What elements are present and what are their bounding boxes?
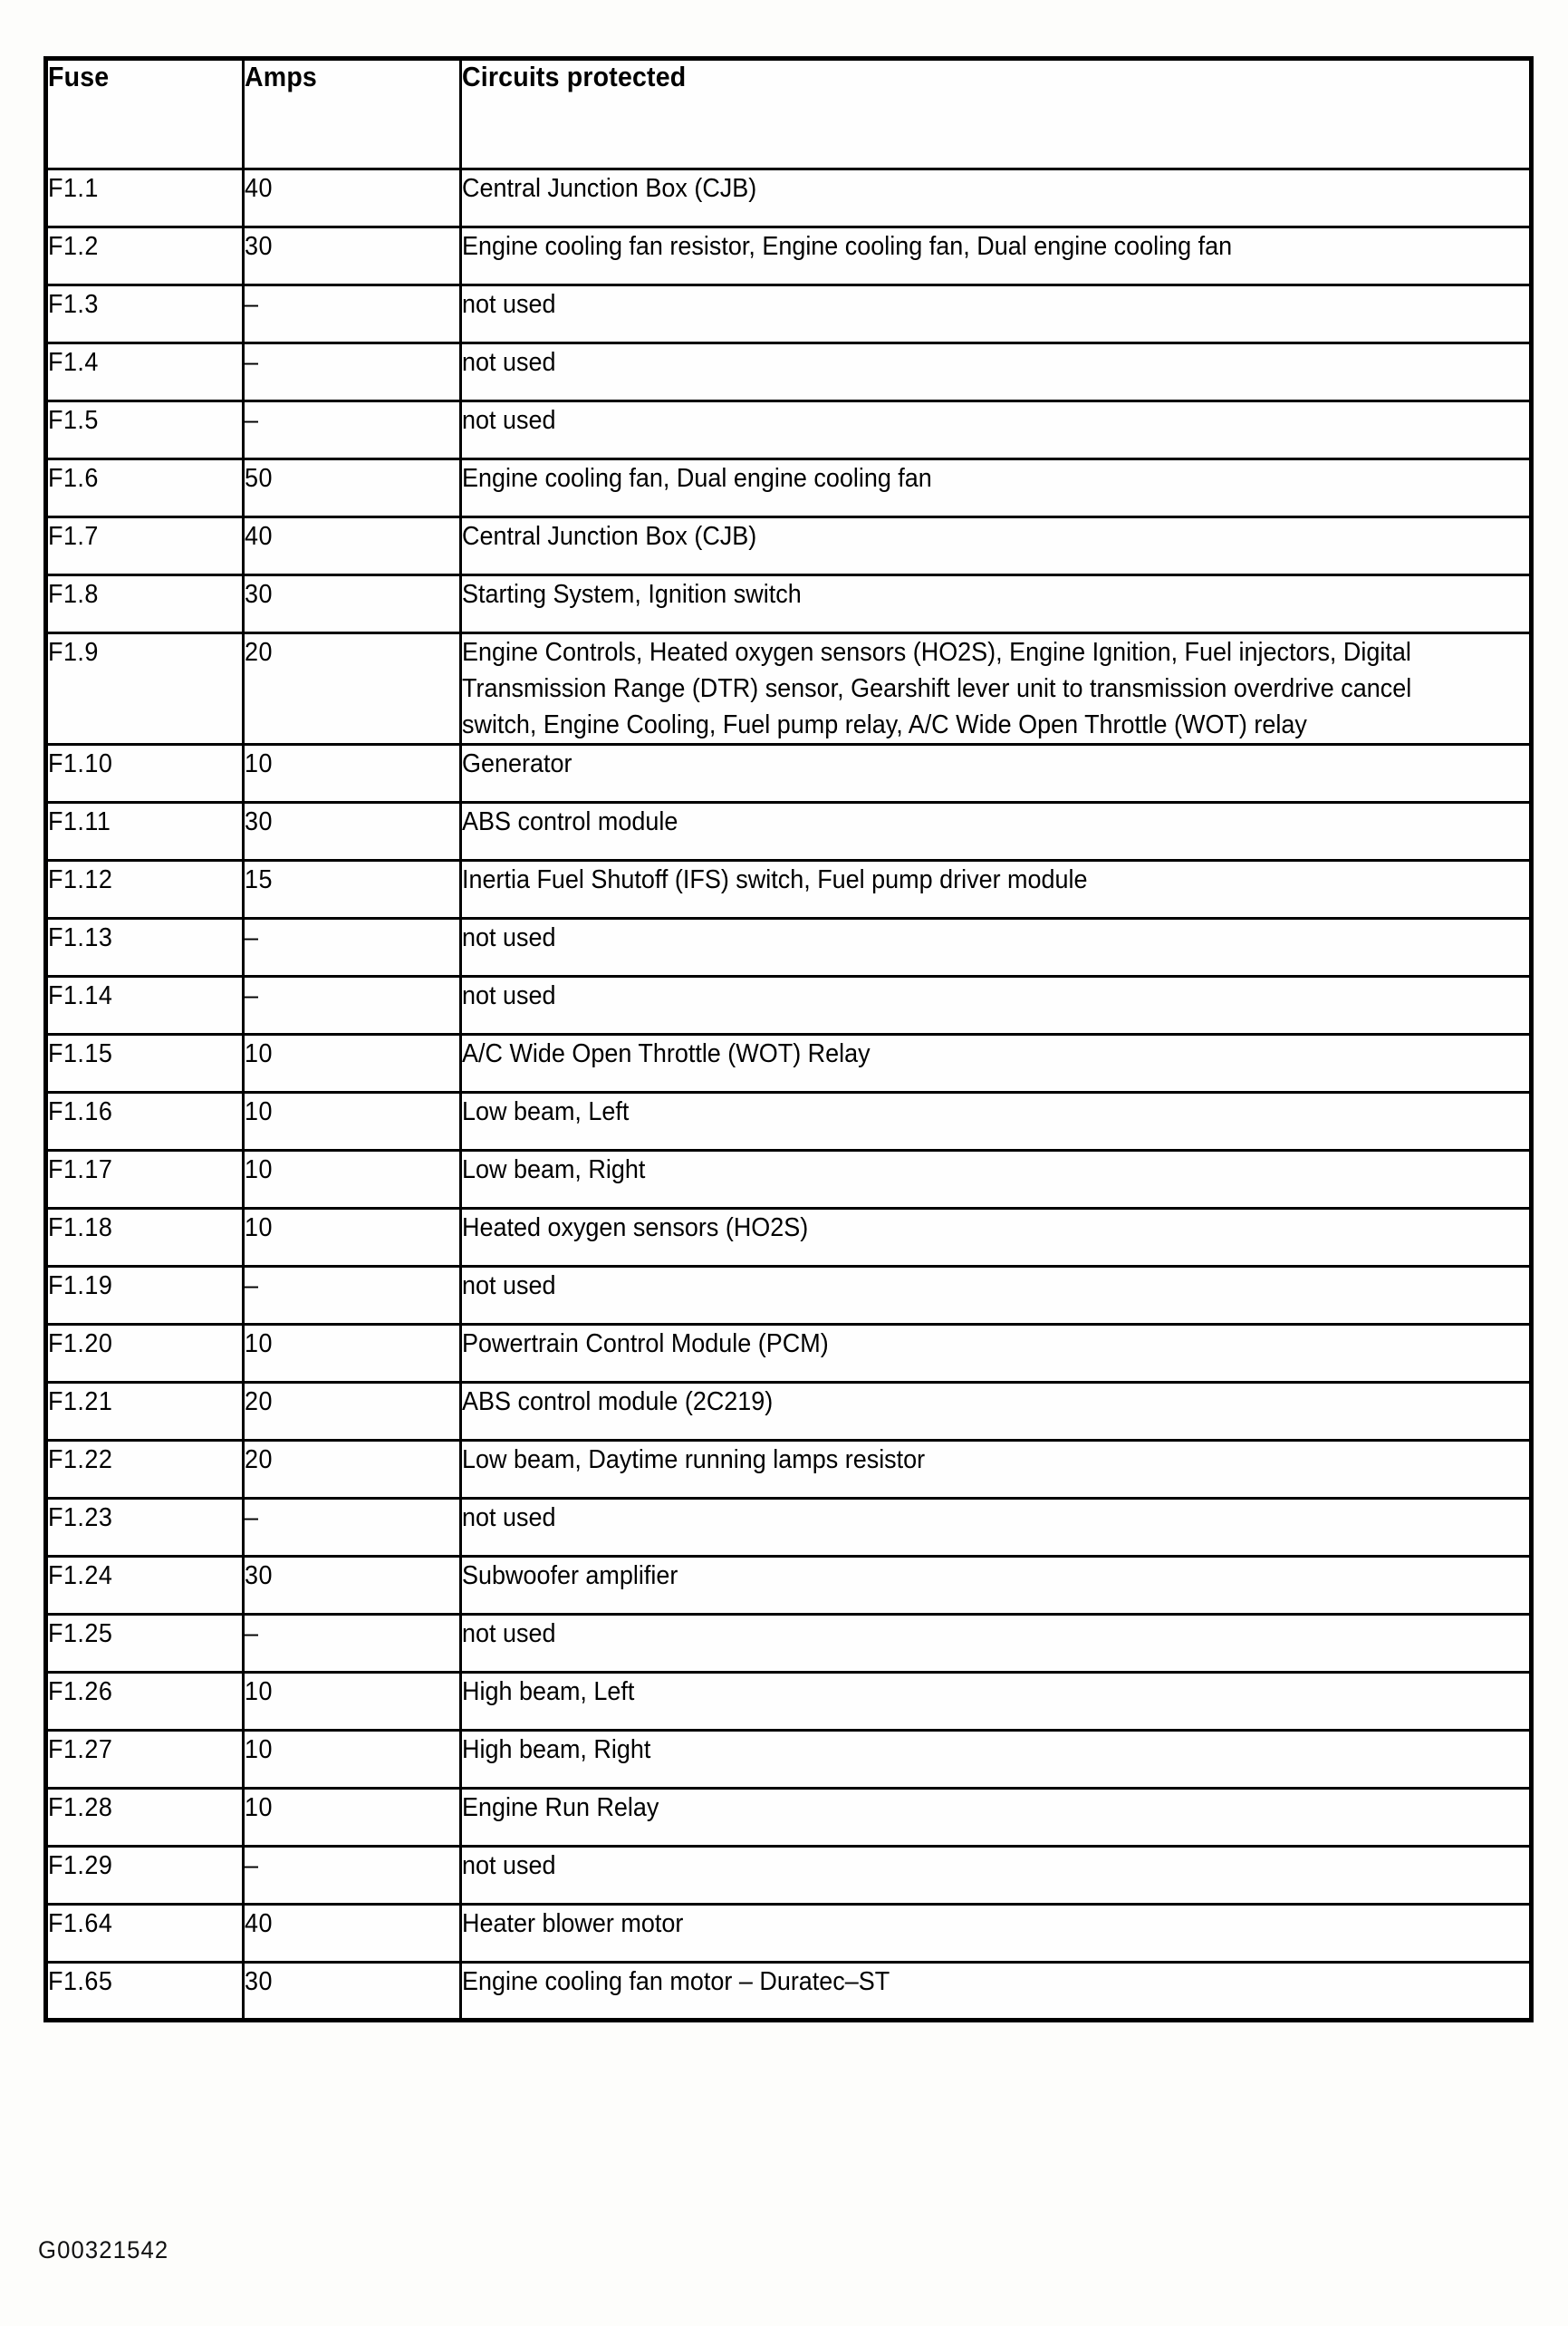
cell-fuse-text: F1.27 (48, 1735, 113, 1764)
cell-fuse-text: F1.26 (48, 1677, 113, 1706)
cell-amps-text: 10 (245, 1677, 273, 1706)
cell-amps-text: 20 (245, 1387, 273, 1416)
table-row (46, 1905, 1532, 1963)
table-row (46, 285, 1532, 343)
cell-circuits-protected (461, 633, 1532, 745)
cell-fuse-text: F1.64 (48, 1909, 113, 1938)
table-row (46, 1789, 1532, 1847)
table-row (46, 1441, 1532, 1499)
cell-amps (244, 1905, 461, 1963)
cell-amps (244, 1325, 461, 1383)
cell-fuse-text: F1.21 (48, 1387, 113, 1416)
cell-amps (244, 919, 461, 977)
table-row (46, 1093, 1532, 1151)
cell-amps-text: 40 (245, 1909, 273, 1938)
cell-amps-text: – (245, 348, 259, 377)
table-row (46, 1557, 1532, 1615)
cell-fuse (46, 285, 244, 343)
cell-amps (244, 1963, 461, 2021)
cell-circuits-protected-text: Central Junction Box (CJB) (462, 174, 757, 203)
table-row (46, 1383, 1532, 1441)
cell-fuse (46, 1615, 244, 1673)
cell-circuits-protected-text: not used (462, 981, 556, 1010)
table-row (46, 459, 1532, 517)
cell-fuse-text: F1.22 (48, 1445, 113, 1474)
cell-amps (244, 1383, 461, 1441)
cell-amps (244, 285, 461, 343)
cell-fuse (46, 1267, 244, 1325)
cell-circuits-protected-text: not used (462, 1271, 556, 1300)
cell-fuse (46, 1325, 244, 1383)
cell-circuits-protected-text: High beam, Right (462, 1735, 651, 1764)
cell-circuits-protected-text: Low beam, Right (462, 1155, 646, 1184)
table-row (46, 227, 1532, 285)
cell-amps (244, 343, 461, 401)
cell-fuse-text: F1.18 (48, 1213, 113, 1242)
cell-fuse-text: F1.4 (48, 348, 99, 377)
cell-circuits-protected (461, 919, 1532, 977)
cell-circuits-protected (461, 1383, 1532, 1441)
cell-fuse (46, 1731, 244, 1789)
table-row (46, 1731, 1532, 1789)
cell-fuse (46, 1035, 244, 1093)
cell-circuits-protected-text: not used (462, 290, 556, 319)
cell-amps (244, 977, 461, 1035)
fuse-table (43, 56, 1534, 2022)
cell-circuits-protected (461, 517, 1532, 575)
cell-amps-text: 10 (245, 1213, 273, 1242)
cell-fuse (46, 1093, 244, 1151)
cell-circuits-protected (461, 459, 1532, 517)
cell-fuse (46, 1673, 244, 1731)
cell-fuse (46, 861, 244, 919)
cell-amps (244, 1441, 461, 1499)
cell-fuse-text: F1.14 (48, 981, 113, 1010)
cell-fuse-text: F1.2 (48, 232, 99, 261)
cell-circuits-protected (461, 285, 1532, 343)
cell-amps-text: 10 (245, 1793, 273, 1822)
table-body (46, 169, 1532, 2021)
cell-fuse-text: F1.3 (48, 290, 99, 319)
table-row (46, 517, 1532, 575)
cell-circuits-protected (461, 1963, 1532, 2021)
column-header-fuse-label: Fuse (48, 61, 110, 92)
cell-circuits-protected (461, 169, 1532, 227)
cell-amps (244, 1499, 461, 1557)
cell-circuits-protected (461, 1847, 1532, 1905)
cell-amps-text: 10 (245, 1329, 273, 1358)
cell-circuits-protected-text: Central Junction Box (CJB) (462, 522, 757, 551)
cell-circuits-protected-text: Heated oxygen sensors (HO2S) (462, 1213, 809, 1242)
cell-amps (244, 1267, 461, 1325)
column-header-amps (244, 59, 461, 169)
cell-fuse-text: F1.8 (48, 580, 99, 609)
cell-amps (244, 1789, 461, 1847)
cell-circuits-protected (461, 1615, 1532, 1673)
cell-amps (244, 861, 461, 919)
cell-fuse-text: F1.24 (48, 1561, 113, 1590)
cell-circuits-protected-text: Powertrain Control Module (PCM) (462, 1329, 829, 1358)
cell-amps-text: 30 (245, 232, 273, 261)
cell-amps-text: 30 (245, 1561, 273, 1590)
cell-fuse-text: F1.11 (48, 807, 111, 836)
cell-fuse (46, 1905, 244, 1963)
cell-fuse-text: F1.65 (48, 1967, 113, 1996)
cell-amps-text: 50 (245, 464, 273, 493)
cell-fuse-text: F1.19 (48, 1271, 113, 1300)
cell-circuits-protected-text: Subwoofer amplifier (462, 1561, 678, 1590)
cell-amps-text: 40 (245, 522, 273, 551)
cell-amps (244, 1035, 461, 1093)
cell-circuits-protected (461, 1731, 1532, 1789)
table-header (46, 59, 1532, 169)
cell-circuits-protected (461, 401, 1532, 459)
cell-fuse (46, 1151, 244, 1209)
cell-amps-text: 20 (245, 638, 273, 667)
cell-circuits-protected-text: ABS control module (462, 807, 678, 836)
cell-amps-text: 15 (245, 865, 273, 894)
cell-circuits-protected-text: Engine cooling fan motor – Duratec–ST (462, 1967, 890, 1996)
cell-fuse (46, 1557, 244, 1615)
cell-circuits-protected-text: ABS control module (2C219) (462, 1387, 774, 1416)
cell-fuse (46, 1383, 244, 1441)
table-row (46, 633, 1532, 745)
cell-circuits-protected (461, 1093, 1532, 1151)
cell-fuse (46, 575, 244, 633)
cell-circuits-protected-text: Engine Run Relay (462, 1793, 659, 1822)
cell-circuits-protected-text: not used (462, 1851, 556, 1880)
cell-fuse (46, 1499, 244, 1557)
cell-amps (244, 803, 461, 861)
cell-amps-text: 10 (245, 749, 273, 778)
cell-circuits-protected (461, 977, 1532, 1035)
cell-amps (244, 633, 461, 745)
cell-fuse (46, 745, 244, 803)
cell-amps (244, 459, 461, 517)
cell-circuits-protected-text: not used (462, 348, 556, 377)
cell-amps (244, 401, 461, 459)
cell-circuits-protected (461, 227, 1532, 285)
cell-circuits-protected-text: Low beam, Daytime running lamps resistor (462, 1445, 926, 1474)
cell-amps (244, 1847, 461, 1905)
cell-amps-text: – (245, 290, 259, 319)
figure-code-text: G00321542 (38, 2236, 169, 2263)
cell-fuse-text: F1.9 (48, 638, 99, 667)
cell-fuse (46, 1847, 244, 1905)
cell-amps (244, 1615, 461, 1673)
cell-amps (244, 1731, 461, 1789)
column-header-circuits (461, 59, 1532, 169)
cell-circuits-protected-text: Inertia Fuel Shutoff (IFS) switch, Fuel pump driver module (462, 865, 1088, 894)
cell-circuits-protected-text: not used (462, 1503, 556, 1532)
cell-fuse-text: F1.13 (48, 923, 113, 952)
cell-fuse (46, 227, 244, 285)
cell-circuits-protected (461, 861, 1532, 919)
cell-circuits-protected (461, 343, 1532, 401)
cell-fuse-text: F1.10 (48, 749, 113, 778)
cell-amps (244, 575, 461, 633)
cell-amps-text: – (245, 1851, 259, 1880)
table-row (46, 1035, 1532, 1093)
cell-circuits-protected-text: Generator (462, 749, 572, 778)
cell-circuits-protected (461, 1557, 1532, 1615)
cell-amps-text: – (245, 981, 259, 1010)
cell-fuse-text: F1.20 (48, 1329, 113, 1358)
table-row (46, 575, 1532, 633)
cell-amps-text: 30 (245, 580, 273, 609)
table-row (46, 1325, 1532, 1383)
cell-amps-text: 10 (245, 1155, 273, 1184)
cell-amps-text: – (245, 1503, 259, 1532)
cell-fuse (46, 459, 244, 517)
cell-fuse (46, 1209, 244, 1267)
cell-circuits-protected-text: Heater blower motor (462, 1909, 684, 1938)
cell-circuits-protected (461, 1441, 1532, 1499)
header-row (46, 59, 1532, 169)
cell-circuits-protected (461, 1209, 1532, 1267)
cell-circuits-protected (461, 1325, 1532, 1383)
cell-fuse (46, 1963, 244, 2021)
cell-fuse-text: F1.17 (48, 1155, 113, 1184)
cell-fuse (46, 1789, 244, 1847)
cell-fuse-text: F1.6 (48, 464, 99, 493)
cell-amps (244, 227, 461, 285)
table-row (46, 745, 1532, 803)
cell-circuits-protected (461, 1673, 1532, 1731)
table-row (46, 401, 1532, 459)
table-row (46, 1499, 1532, 1557)
cell-circuits-protected-text: Engine cooling fan, Dual engine cooling fan (462, 464, 932, 493)
cell-amps-text: – (245, 923, 259, 952)
cell-fuse-text: F1.28 (48, 1793, 113, 1822)
cell-amps-text: 10 (245, 1735, 273, 1764)
cell-circuits-protected-text: not used (462, 406, 556, 435)
table-row (46, 1267, 1532, 1325)
cell-amps (244, 1209, 461, 1267)
cell-fuse (46, 977, 244, 1035)
cell-fuse (46, 343, 244, 401)
table-row (46, 977, 1532, 1035)
table-row (46, 1151, 1532, 1209)
cell-circuits-protected (461, 745, 1532, 803)
cell-fuse (46, 401, 244, 459)
cell-amps-text: – (245, 406, 259, 435)
cell-circuits-protected-text: A/C Wide Open Throttle (WOT) Relay (462, 1039, 871, 1068)
cell-amps (244, 745, 461, 803)
column-header-circuits-label: Circuits protected (462, 61, 687, 92)
table-row (46, 1847, 1532, 1905)
table-row (46, 861, 1532, 919)
cell-circuits-protected (461, 1035, 1532, 1093)
cell-circuits-protected-text: Engine cooling fan resistor, Engine cooling fan, Dual engine cooling fan (462, 232, 1233, 261)
cell-amps (244, 1093, 461, 1151)
table-row (46, 1963, 1532, 2021)
cell-circuits-protected (461, 1789, 1532, 1847)
cell-circuits-protected (461, 1499, 1532, 1557)
cell-fuse-text: F1.5 (48, 406, 99, 435)
cell-amps-text: 10 (245, 1039, 273, 1068)
table-row (46, 1209, 1532, 1267)
cell-circuits-protected (461, 575, 1532, 633)
cell-fuse (46, 919, 244, 977)
cell-fuse (46, 169, 244, 227)
cell-amps-text: – (245, 1619, 259, 1648)
fuse-table-container (43, 56, 1529, 2022)
cell-circuits-protected (461, 1905, 1532, 1963)
cell-circuits-protected-text: not used (462, 923, 556, 952)
cell-fuse (46, 803, 244, 861)
cell-fuse-text: F1.23 (48, 1503, 113, 1532)
table-row (46, 1615, 1532, 1673)
table-row (46, 169, 1532, 227)
cell-circuits-protected-text: Engine Controls, Heated oxygen sensors (HO2S), Engine Ignition, Fuel injectors, Digital Transmission Range (DTR) sensor, Gearshift lever unit to transmission overdrive cancel switch, Engine Cooling, Fuel pump relay, A/C Wide Open Throttle (WOT) relay (462, 638, 1412, 739)
cell-circuits-protected-text: not used (462, 1619, 556, 1648)
cell-amps (244, 1673, 461, 1731)
cell-amps (244, 1151, 461, 1209)
cell-fuse (46, 1441, 244, 1499)
table-row (46, 1673, 1532, 1731)
cell-amps-text: 20 (245, 1445, 273, 1474)
cell-amps-text: 10 (245, 1097, 273, 1126)
cell-fuse (46, 633, 244, 745)
cell-amps (244, 169, 461, 227)
cell-amps (244, 1557, 461, 1615)
table-row (46, 343, 1532, 401)
table-row (46, 919, 1532, 977)
table-row (46, 803, 1532, 861)
cell-fuse (46, 517, 244, 575)
cell-amps (244, 517, 461, 575)
column-header-amps-label: Amps (245, 61, 317, 92)
cell-circuits-protected (461, 1267, 1532, 1325)
cell-fuse-text: F1.12 (48, 865, 113, 894)
cell-amps-text: 30 (245, 1967, 273, 1996)
column-header-fuse (46, 59, 244, 169)
cell-fuse-text: F1.25 (48, 1619, 113, 1648)
cell-fuse-text: F1.15 (48, 1039, 113, 1068)
cell-fuse-text: F1.16 (48, 1097, 113, 1126)
cell-circuits-protected-text: Low beam, Left (462, 1097, 630, 1126)
cell-amps-text: – (245, 1271, 259, 1300)
cell-circuits-protected (461, 1151, 1532, 1209)
cell-fuse-text: F1.1 (48, 174, 99, 203)
cell-amps-text: 30 (245, 807, 273, 836)
cell-amps-text: 40 (245, 174, 273, 203)
cell-circuits-protected-text: High beam, Left (462, 1677, 635, 1706)
cell-fuse-text: F1.29 (48, 1851, 113, 1880)
figure-code (38, 2236, 176, 2264)
cell-fuse-text: F1.7 (48, 522, 99, 551)
cell-circuits-protected-text: Starting System, Ignition switch (462, 580, 802, 609)
cell-circuits-protected (461, 803, 1532, 861)
